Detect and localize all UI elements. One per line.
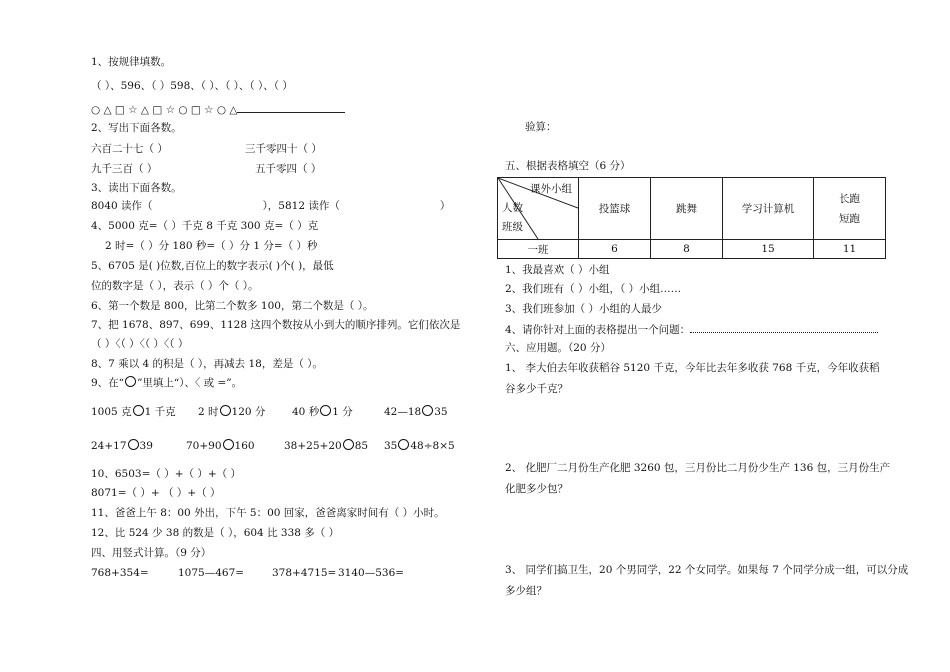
q9-r1-c4 — [384, 405, 448, 419]
q9-left: 42—18 — [384, 406, 422, 418]
table-header-count: 人数 — [502, 202, 523, 214]
table-col-header: 投篮球 — [579, 178, 651, 240]
q2-item-4: 五千零四（ ） — [255, 163, 322, 175]
table-cell: 15 — [723, 240, 814, 259]
problem-3-line-2: 多少组？ — [505, 585, 547, 597]
q5-line-1: 5、6705 是( )位数,百位上的数字表示( )个( )，最低 — [91, 260, 334, 272]
shape-sequence: ○ △ □ ☆ △ □ ☆ ○ □ ☆ ○ △ — [91, 104, 238, 116]
q4-line-1: 4、5000 克=（ ）千克 8 千克 300 克=（ ）克 — [91, 220, 319, 232]
q9-title — [91, 376, 242, 390]
q4-line-2: 2 时=（ ）分 180 秒=（ ）分 1 分=（ ）秒 — [105, 240, 318, 252]
q9-right: 35 — [434, 406, 448, 418]
table-col-header-run — [814, 178, 886, 240]
q12: 12、比 524 少 38 的数是（ ），604 比 338 多（ ） — [91, 527, 340, 539]
fill-4 — [505, 322, 878, 337]
q9-left: 35 — [384, 440, 398, 452]
section-6-title: 六、应用题。（20 分） — [505, 342, 611, 354]
q9-r1-c1 — [91, 405, 176, 419]
problem-1-line-2: 谷多少千克？ — [505, 383, 568, 395]
table-corner-cell — [498, 178, 579, 240]
compare-circle[interactable] — [398, 439, 409, 450]
check-label: 验算： — [525, 121, 557, 133]
fill-2: 2、我们班有（ ）小组，（ ）小组…… — [505, 283, 682, 295]
q9-r1-c3 — [292, 405, 353, 419]
table-cell: 6 — [579, 240, 651, 259]
q9-right: 1 千克 — [144, 406, 176, 418]
q3-title: 3、读出下面各数。 — [91, 182, 182, 194]
circle-blank-icon — [125, 376, 136, 387]
activity-table — [497, 177, 886, 259]
q1-sequence-shapes — [91, 102, 345, 117]
q9-r2-c3 — [284, 439, 368, 453]
q2-title: 2、写出下面各数。 — [91, 122, 182, 134]
answer-line[interactable] — [237, 102, 345, 113]
q9-right: 85 — [354, 440, 369, 452]
q2-item-1: 六百二十七（ ） — [91, 143, 168, 155]
q9-right: 48÷8×5 — [410, 440, 455, 452]
q9-title-a: 9、在“ — [91, 377, 125, 389]
q10-line-2: 8071=（ ）+ （ ）+（ ） — [91, 487, 221, 499]
calc-item-1: 768+354= — [91, 567, 149, 579]
q9-left: 2 时 — [198, 406, 219, 418]
table-header-group: 课外小组 — [530, 183, 572, 195]
q11: 11、爸爸上午 8：00 外出，下午 5：00 回家，爸爸离家时间有（ ）小时。 — [91, 507, 445, 519]
q9-left: 38+25+20 — [284, 440, 342, 452]
q9-r1-c2 — [198, 405, 265, 419]
q7-line-1: 7、把 1678、897、699、1128 这四个数按从小到大的顺序排列。它们依次是 — [91, 319, 461, 331]
section-5-title: 五、根据表格填空（6 分） — [505, 160, 631, 172]
table-cell: 8 — [651, 240, 723, 259]
q3-part-b: ），5812 读作（ — [262, 200, 340, 212]
q9-r2-c2 — [186, 439, 255, 453]
q3-part-c: ） — [439, 200, 451, 212]
table-col-header: 学习计算机 — [723, 178, 814, 240]
section-4-title: 四、用竖式计算。（9 分） — [91, 547, 212, 559]
table-col-header: 跳舞 — [651, 178, 723, 240]
calc-item-3: 378+4715= — [272, 567, 337, 579]
q9-left: 70+90 — [186, 440, 222, 452]
q3-line — [91, 199, 450, 213]
q1-sequence-numbers: （ ）、596、（ ）598、（ ）、（ ）、（ ）、（ ） — [91, 80, 293, 92]
q9-left: 40 秒 — [292, 406, 320, 418]
compare-circle[interactable] — [343, 439, 354, 450]
q3-part-a: 8040 读作（ — [91, 200, 153, 212]
problem-2-line-1: 2、 化肥厂二月份生产化肥 3260 包，三月份比二月份少生产 136 包，三月份生产 — [505, 462, 891, 474]
table-row-label: 一班 — [498, 240, 579, 259]
q9-left: 24+17 — [91, 440, 127, 452]
q9-r2-c4 — [384, 439, 455, 453]
q9-right: 1 分 — [332, 406, 353, 418]
problem-3-line-1: 3、 同学们搞卫生，20 个男同学，22 个女同学。如果每 7 个同学分成一组，可以分成 — [505, 564, 909, 576]
q6: 6、第一个数是 800，比第二个数多 100，第二个数是（ ）。 — [91, 300, 374, 312]
q9-right: 160 — [234, 440, 255, 452]
question-answer-line[interactable] — [690, 322, 878, 333]
compare-circle[interactable] — [133, 405, 144, 416]
compare-circle[interactable] — [223, 439, 234, 450]
q9-left: 1005 克 — [91, 406, 132, 418]
q9-right: 39 — [139, 440, 153, 452]
table-header-class: 班级 — [502, 221, 523, 233]
q9-title-b: ”里填上“）、〈 或 =”。 — [137, 377, 243, 389]
calc-item-4: 3140—536= — [338, 567, 405, 579]
table-col-header-short: 短跑 — [839, 212, 860, 225]
compare-circle[interactable] — [422, 405, 433, 416]
problem-2-line-2: 化肥多少包？ — [505, 483, 568, 495]
fill-1: 1、我最喜欢（ ）小组 — [505, 264, 610, 276]
q7-line-2: （ ）〈（ ）〈（ ）〈（ ） — [91, 338, 189, 350]
q9-r2-c1 — [91, 439, 153, 453]
q1-title: 1、按规律填数。 — [91, 56, 172, 68]
q2-item-3: 九千三百（ ） — [91, 163, 158, 175]
q9-right: 120 分 — [231, 406, 266, 418]
problem-1-line-1: 1、 李大伯去年收获稻谷 5120 千克，今年比去年多收获 768 千克，今年收获稻 — [505, 362, 880, 374]
compare-circle[interactable] — [128, 439, 139, 450]
q10-line-1: 10、6503=（ ）+（ ）+（ ） — [91, 468, 241, 480]
table-row — [498, 240, 886, 259]
table-cell: 11 — [814, 240, 886, 259]
table-col-header-long: 长跑 — [839, 192, 860, 205]
fill-4-text: 4、请你针对上面的表格提出一个问题： — [505, 324, 691, 336]
table-header-row — [498, 178, 886, 240]
compare-circle[interactable] — [320, 405, 331, 416]
calc-item-2: 1075—467= — [178, 567, 245, 579]
q8: 8、7 乘以 4 的积是（ ），再减去 18，差是（ ）。 — [91, 358, 323, 370]
q2-item-2: 三千零四十（ ） — [245, 143, 322, 155]
q5-line-2: 位的数字是（ ），表示（ ）个（ ）。 — [91, 280, 259, 292]
compare-circle[interactable] — [220, 405, 231, 416]
fill-3: 3、我们班参加（ ）小组的人最少 — [505, 303, 663, 315]
